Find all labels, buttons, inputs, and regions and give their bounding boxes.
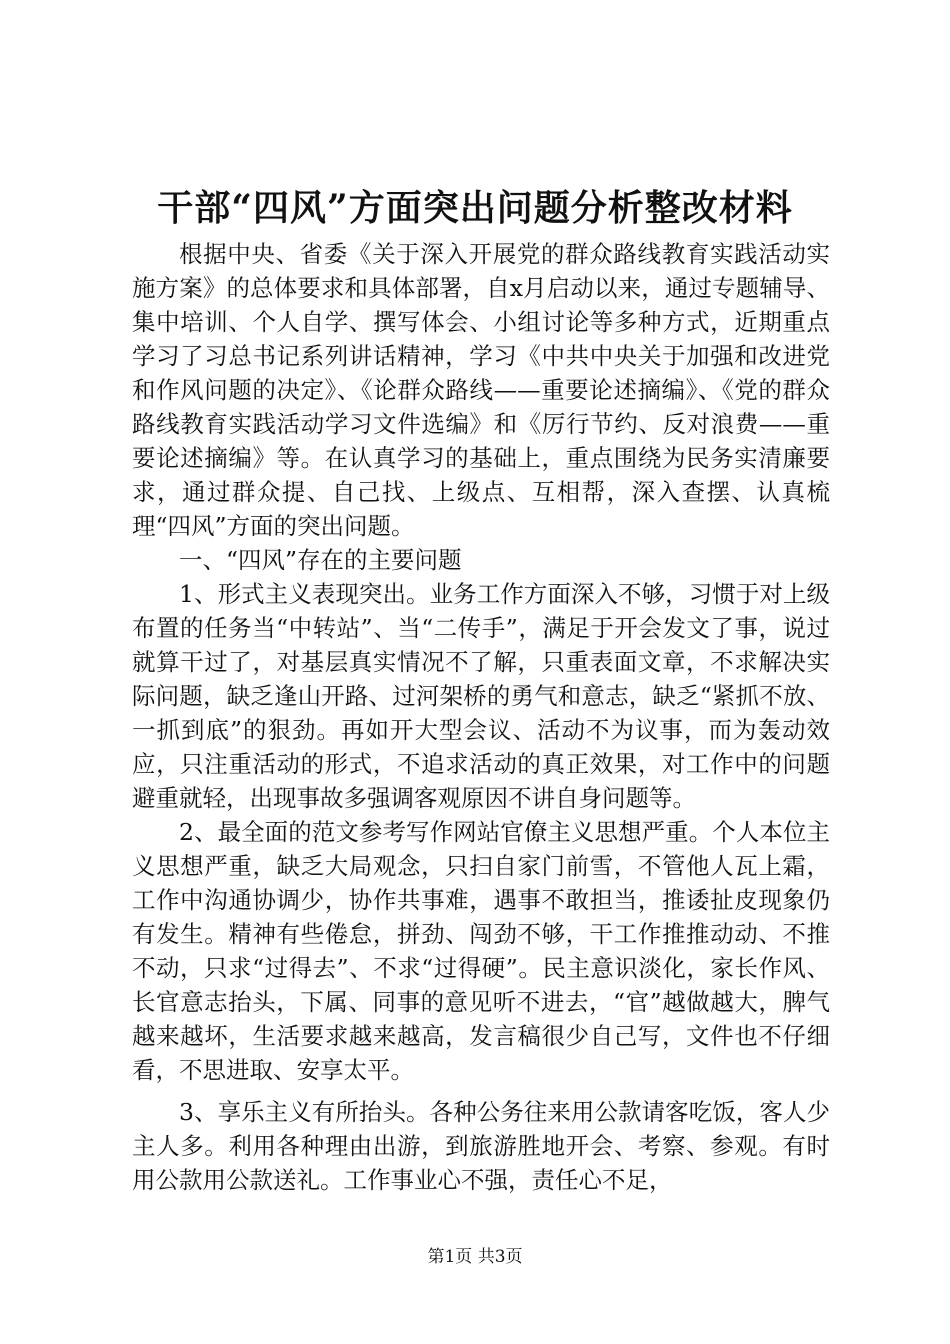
document-title: 干部“四风”方面突出问题分析整改材料 — [157, 187, 793, 229]
intro-paragraph: 根据中央、省委《关于深入开展党的群众路线教育实践活动实施方案》的总体要求和具体部署，自x月启动以来，通过专题辅导、集中培训、个人自学、撰写体会、小组讨论等多种方式，近期重点学习了习总书记系列讲话精神，学习《中共中央关于加强和改进党和作风问题的决定》、《论群众路线——重要论述摘编》、《党的群众路线教育实践活动学习文件选编》和《厉行节约、反对浪费——重要论述摘编》等。在认真学习的基础上，重点围绕为民务实清廉要求，通过群众提、自己找、上级点、互相帮，深入查摆、认真梳理“四风”方面的突出问题。 — [132, 240, 830, 540]
document-body — [132, 237, 830, 1197]
page-number: 第1页 共3页 — [427, 1247, 523, 1267]
section-heading: 一、“四风”存在的主要问题 — [179, 546, 462, 574]
hedonism-paragraph: 3、享乐主义有所抬头。各种公务往来用公款请客吃饭，客人少主人多。利用各种理由出游，到旅游胜地开会、考察、参观。有时用公款用公款送礼。工作事业心不强，责任心不足， — [132, 1098, 830, 1194]
bureaucratism-paragraph: 2、最全面的范文参考写作网站官僚主义思想严重。个人本位主义思想严重，缺乏大局观念，只扫自家门前雪，不管他人瓦上霜，工作中沟通协调少，协作共事难，遇事不敢担当，推诿扯皮现象仍有发生。精神有些倦怠，拼劲、闯劲不够，干工作推推动动、不推不动，只求“过得去”、不求“过得硬”。民主意识淡化，家长作风、长官意志抬头，下属、同事的意见听不进去，“官”越做越大，脾气越来越坏，生活要求越来越高，发言稿很少自己写，文件也不仔细看，不思进取、安享太平。 — [132, 818, 830, 1084]
formalism-paragraph: 1、形式主义表现突出。业务工作方面深入不够，习惯于对上级布置的任务当“中转站”、当“二传手”，满足于开会发文了事，说过就算干过了，对基层真实情况不了解，只重表面文章，不求解决实际问题，缺乏逢山开路、过河架桥的勇气和意志，缺乏“紧抓不放、一抓到底”的狠劲。再如开大型会议、活动不为议事，而为轰动效应，只注重活动的形式，不追求活动的真正效果，对工作中的问题避重就轻，出现事故多强调客观原因不讲自身问题等。 — [132, 580, 830, 812]
